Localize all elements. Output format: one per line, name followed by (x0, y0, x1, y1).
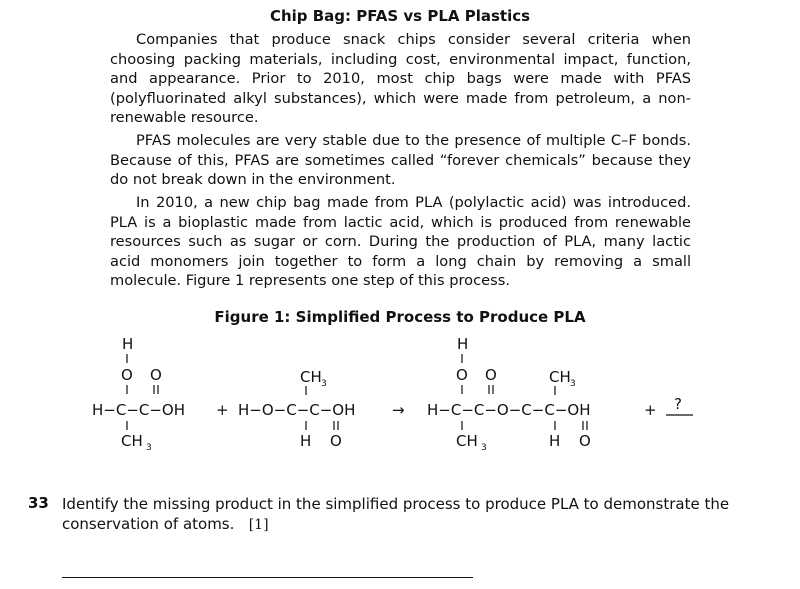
atom-o: O (330, 432, 342, 450)
plus-sign: + (216, 401, 229, 419)
svg-text:3: 3 (146, 443, 152, 453)
atom-o: O (121, 366, 133, 384)
atom-h: H (300, 432, 312, 450)
methyl-group: CH (549, 368, 571, 386)
paragraph-3 (110, 193, 691, 291)
atom-h: H (122, 335, 134, 353)
reaction-arrow: → (392, 401, 405, 419)
atom-h: H (457, 335, 469, 353)
product-chain: H−C−C−O−C−C−OH (427, 401, 591, 419)
question-number: 33 (28, 494, 49, 512)
svg-text:3: 3 (570, 379, 576, 389)
answer-line[interactable] (62, 577, 473, 578)
plus-sign: + (644, 401, 657, 419)
question-text: Identify the missing product in the simplified process to produce PLA to demonstrate the conservation of atoms. [1] (62, 495, 730, 533)
atom-o: O (485, 366, 497, 384)
figure-title: Figure 1: Simplified Process to Produce PLA (214, 308, 586, 326)
paragraph-1 (110, 30, 691, 128)
missing-product: ? (674, 395, 682, 413)
atom-o: O (150, 366, 162, 384)
methyl-group: CH (456, 432, 478, 450)
passage-title: Chip Bag: PFAS vs PLA Plastics (269, 7, 531, 25)
svg-text:3: 3 (481, 443, 487, 453)
atom-h: H (549, 432, 561, 450)
paragraph-3-text: In 2010, a new chip bag made from PLA (polylactic acid) was introduced. PLA is a bioplastic made from lactic acid, which is produced from renewable resources such as sugar or corn. During the production of PLA, many lactic acid monomers join together to form a long chain by removing a small molecule. Figure 1 represents one step of this process. (110, 194, 691, 290)
reactant-lactic-acid-2 (238, 368, 355, 450)
methyl-group: CH (121, 432, 143, 450)
reaction-diagram (0, 333, 800, 461)
paragraph-2-text: PFAS molecules are very stable due to the presence of multiple C–F bonds. Because of this, PFAS are sometimes called “forever chemicals” because they do not break down in the environment. (110, 132, 691, 189)
paragraph-2 (110, 131, 691, 190)
svg-text:3: 3 (321, 379, 327, 389)
question-marks: [1] (248, 517, 269, 533)
reactant-2-chain: H−O−C−C−OH (238, 401, 356, 419)
paragraph-1-text: Companies that produce snack chips consider several criteria when choosing packing materials, including cost, environmental impact, function, and appearance. Prior to 2010, most chip bags were made with PFAS (polyfluorinated alkyl substances), which were made from petroleum, a non-renewable resource. (110, 31, 691, 127)
atom-o: O (579, 432, 591, 450)
methyl-group: CH (300, 368, 322, 386)
product-dimer (427, 335, 591, 453)
atom-o: O (456, 366, 468, 384)
reactant-lactic-acid-1 (92, 335, 185, 453)
reactant-1-chain: H−C−C−OH (92, 401, 186, 419)
